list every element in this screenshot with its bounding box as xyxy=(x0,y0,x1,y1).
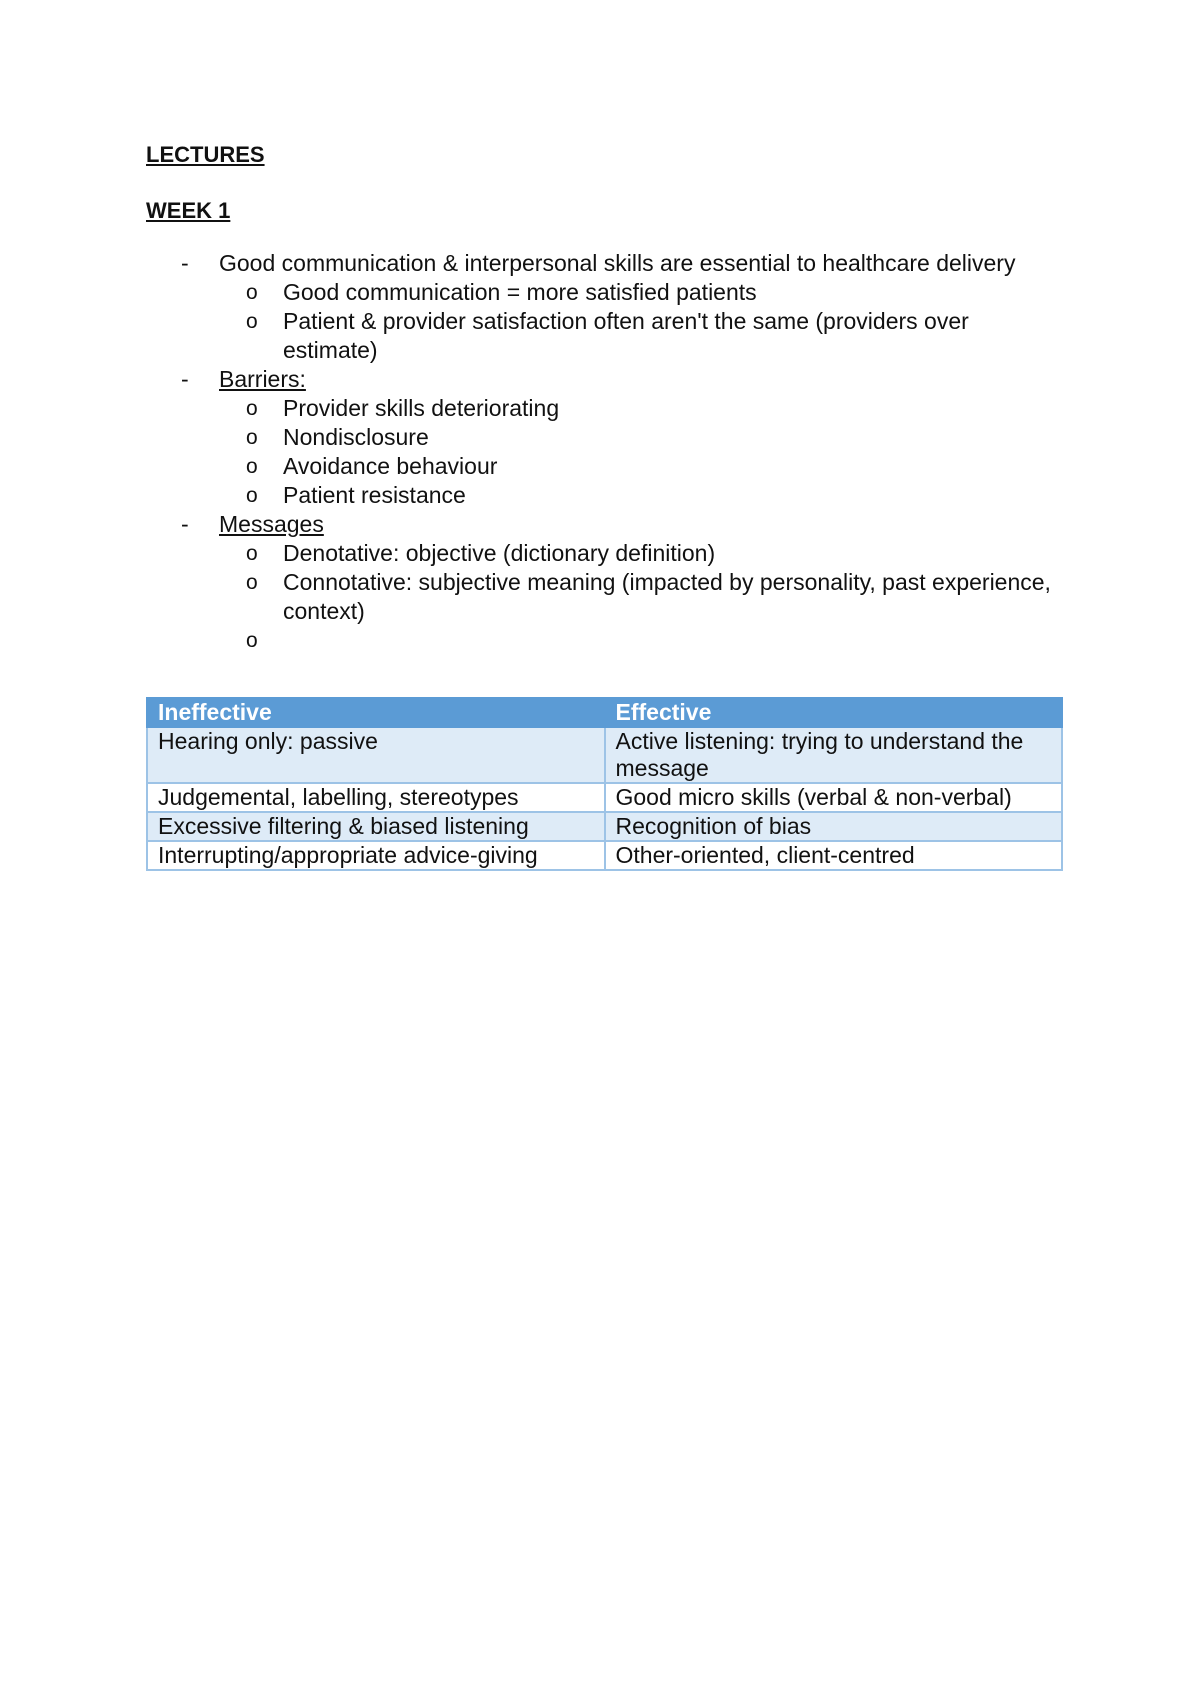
table-cell: Hearing only: passive xyxy=(147,727,605,783)
sub-list-item xyxy=(219,394,1061,423)
sub-list xyxy=(219,278,1061,365)
dash-bullet-icon: - xyxy=(181,250,189,276)
sub-list-item xyxy=(219,452,1061,481)
list-item-text: Good communication & interpersonal skills are essential to healthcare delivery xyxy=(219,250,1016,276)
sub-list-item-text: Nondisclosure xyxy=(283,424,429,450)
sub-list-item xyxy=(219,568,1061,626)
table-row xyxy=(147,783,1062,812)
week-heading: WEEK 1 xyxy=(146,198,231,223)
table-row xyxy=(147,812,1062,841)
sub-list-item-text: Provider skills deteriorating xyxy=(283,395,560,421)
sub-list-item xyxy=(219,423,1061,452)
sub-list-item-text: Connotative: subjective meaning (impacted by personality, past experience, context) xyxy=(283,569,1051,624)
table-cell: Excessive filtering & biased listening xyxy=(147,812,605,841)
list-item-text: Barriers: xyxy=(219,366,306,392)
sub-list-item xyxy=(219,278,1061,307)
table-row xyxy=(147,727,1062,783)
circle-bullet-icon: o xyxy=(246,571,258,594)
circle-bullet-icon: o xyxy=(246,397,258,420)
circle-bullet-icon: o xyxy=(246,310,258,333)
table-cell: Interrupting/appropriate advice-giving xyxy=(147,841,605,870)
comparison-table xyxy=(146,697,1063,871)
bullet-list xyxy=(146,249,1061,652)
dash-bullet-icon: - xyxy=(181,511,189,537)
sub-list-item xyxy=(219,307,1061,365)
sub-list-item-text: Avoidance behaviour xyxy=(283,453,498,479)
circle-bullet-icon: o xyxy=(246,281,258,304)
circle-bullet-icon: o xyxy=(246,629,258,652)
circle-bullet-icon: o xyxy=(246,542,258,565)
table-cell: Other-oriented, client-centred xyxy=(605,841,1063,870)
list-item xyxy=(146,249,1061,365)
sub-list-item-text: Patient & provider satisfaction often aren't the same (providers over estimate) xyxy=(283,308,969,363)
table-header-row xyxy=(147,698,1062,727)
table-row xyxy=(147,841,1062,870)
sub-list-item xyxy=(219,539,1061,568)
sub-list-item-text: Patient resistance xyxy=(283,482,466,508)
sub-list-item xyxy=(219,481,1061,510)
list-item xyxy=(146,365,1061,510)
sub-list-item-text: Denotative: objective (dictionary definition) xyxy=(283,540,716,566)
table-cell: Recognition of bias xyxy=(605,812,1063,841)
dash-bullet-icon: - xyxy=(181,366,189,392)
column-header-effective: Effective xyxy=(605,698,1063,727)
sub-list xyxy=(219,394,1061,510)
circle-bullet-icon: o xyxy=(246,484,258,507)
column-header-ineffective: Ineffective xyxy=(147,698,605,727)
page-title: LECTURES xyxy=(146,142,265,167)
table-cell: Good micro skills (verbal & non-verbal) xyxy=(605,783,1063,812)
sub-list xyxy=(219,539,1061,652)
circle-bullet-icon: o xyxy=(246,426,258,449)
table-cell: Active listening: trying to understand the message xyxy=(605,727,1063,783)
document-body xyxy=(146,140,1061,652)
list-item xyxy=(146,510,1061,652)
list-item-text: Messages xyxy=(219,511,324,537)
circle-bullet-icon: o xyxy=(246,455,258,478)
sub-list-item-text: Good communication = more satisfied patients xyxy=(283,279,757,305)
table-cell: Judgemental, labelling, stereotypes xyxy=(147,783,605,812)
